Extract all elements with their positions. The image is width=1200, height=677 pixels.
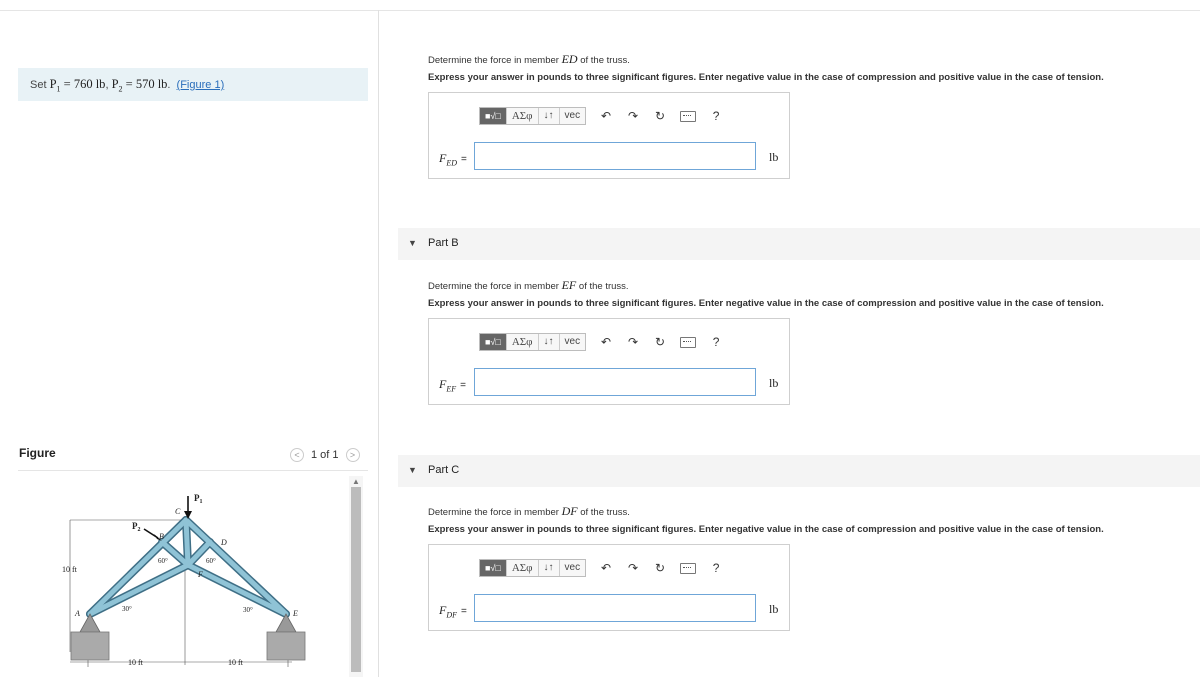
- vector-button[interactable]: vec: [560, 108, 586, 124]
- triangle-down-icon: ▼: [408, 238, 417, 248]
- partA-format-group: [479, 107, 586, 125]
- partC-title: Part C: [428, 464, 460, 476]
- partB-header[interactable]: [398, 228, 1200, 260]
- left-support-pin: [80, 614, 100, 632]
- label-F: F: [198, 570, 203, 579]
- vector-button[interactable]: vec: [560, 560, 586, 576]
- subscript-superscript-button[interactable]: ↓↑: [539, 334, 560, 350]
- partC-member: DF: [561, 504, 578, 518]
- partB-answer-input[interactable]: [474, 368, 756, 396]
- label-p2: $P_2$: [132, 521, 141, 533]
- given-p2: $P_2 = 570$ lb: [111, 77, 168, 94]
- given-p1: $P_1 = 760$ lb: [49, 77, 106, 94]
- prev-figure-button[interactable]: <: [290, 448, 304, 462]
- label-D: D: [221, 538, 227, 547]
- partC-question: Determine the force in member DF of the truss.: [428, 504, 630, 518]
- angle-30-left: 30°: [122, 605, 132, 613]
- member-AF-highlight: [90, 565, 188, 614]
- left-support-block: [71, 632, 109, 660]
- partA-toolbar: [479, 107, 723, 125]
- angle-30-right: 30°: [243, 606, 253, 614]
- angle-60-left: 60°: [158, 557, 168, 565]
- partB-toolbar: [479, 333, 723, 351]
- partA-answer-box: [428, 92, 790, 179]
- figure-title: Figure: [19, 446, 56, 460]
- reset-icon[interactable]: ↻: [655, 335, 666, 349]
- right-support-block: [267, 632, 305, 660]
- greek-symbols-button[interactable]: ΑΣφ: [507, 108, 539, 124]
- greek-symbols-button[interactable]: ΑΣφ: [507, 560, 539, 576]
- partC-answer-input[interactable]: [474, 594, 756, 622]
- undo-icon[interactable]: ↶: [601, 109, 612, 123]
- partB-question: Determine the force in member EF of the truss.: [428, 278, 629, 292]
- label-E: E: [293, 609, 298, 618]
- partC-variable: $F_{DF}$ =: [439, 603, 467, 620]
- partA-unit: lb: [769, 150, 779, 164]
- partB-variable: $F_{EF}$ =: [439, 377, 466, 394]
- help-button[interactable]: ?: [712, 561, 720, 575]
- partA-question: Determine the force in member ED of the truss.: [428, 52, 630, 66]
- templates-button[interactable]: ■√□: [480, 108, 507, 124]
- dim-height-label: 10 ft: [62, 565, 77, 574]
- figure-link[interactable]: (Figure 1): [176, 79, 225, 91]
- dim-span-left-label: 10 ft: [128, 658, 143, 667]
- templates-button[interactable]: ■√□: [480, 560, 507, 576]
- help-button[interactable]: ?: [712, 335, 720, 349]
- right-support: [267, 614, 305, 660]
- greek-symbols-button[interactable]: ΑΣφ: [507, 334, 539, 350]
- figure-page-count: 1 of 1: [311, 449, 339, 461]
- next-figure-button[interactable]: >: [346, 448, 360, 462]
- given-prefix: Set: [30, 79, 47, 91]
- reset-icon[interactable]: ↻: [655, 109, 666, 123]
- scroll-up-icon[interactable]: ▲: [352, 477, 360, 486]
- label-p1: $P_1$: [194, 493, 203, 505]
- partC-unit: lb: [769, 602, 779, 616]
- dim-span-right-label: 10 ft: [228, 658, 243, 667]
- undo-icon[interactable]: ↶: [601, 335, 612, 349]
- redo-icon[interactable]: ↷: [628, 335, 639, 349]
- label-A: A: [75, 609, 80, 618]
- templates-button[interactable]: ■√□: [480, 334, 507, 350]
- given-values: Set $P_1 = 760$ lb, $P_2 = 570$ lb. (Figure 1): [18, 68, 368, 101]
- triangle-down-icon: ▼: [408, 465, 417, 475]
- partB-title: Part B: [428, 237, 459, 249]
- panel-divider: [378, 10, 379, 677]
- help-button[interactable]: ?: [712, 109, 720, 123]
- partA-answer-input[interactable]: [474, 142, 756, 170]
- partC-header[interactable]: [398, 455, 1200, 487]
- left-support: [71, 614, 109, 660]
- subscript-superscript-button[interactable]: ↓↑: [539, 560, 560, 576]
- partC-answer-box: [428, 544, 790, 631]
- truss-figure: [60, 482, 320, 677]
- vector-button[interactable]: vec: [560, 334, 586, 350]
- partA-instruction: Express your answer in pounds to three significant figures. Enter negative value in the case of compression and positive value in the case of tension.: [428, 72, 1104, 83]
- keyboard-icon[interactable]: [680, 111, 696, 122]
- label-C: C: [175, 507, 181, 516]
- redo-icon[interactable]: ↷: [628, 109, 639, 123]
- partC-instruction: Express your answer in pounds to three significant figures. Enter negative value in the case of compression and positive value in the case of tension.: [428, 524, 1104, 535]
- partA-variable: $F_{ED}$ =: [439, 151, 467, 168]
- truss-member-highlights: [90, 520, 286, 614]
- label-B: B: [159, 532, 164, 541]
- figure-scroll-thumb[interactable]: [351, 487, 361, 672]
- redo-icon[interactable]: ↷: [628, 561, 639, 575]
- partC-format-group: [479, 559, 586, 577]
- partC-toolbar: [479, 559, 723, 577]
- angle-60-right: 60°: [206, 557, 216, 565]
- keyboard-icon[interactable]: [680, 337, 696, 348]
- partB-member: EF: [561, 278, 577, 292]
- member-AC-highlight: [90, 520, 186, 614]
- reset-icon[interactable]: ↻: [655, 561, 666, 575]
- keyboard-icon[interactable]: [680, 563, 696, 574]
- top-border: [0, 10, 1200, 11]
- subscript-superscript-button[interactable]: ↓↑: [539, 108, 560, 124]
- partB-format-group: [479, 333, 586, 351]
- member-CF-highlight: [186, 520, 188, 565]
- partA-member: ED: [561, 52, 578, 66]
- partB-instruction: Express your answer in pounds to three significant figures. Enter negative value in the case of compression and positive value in the case of tension.: [428, 298, 1104, 309]
- undo-icon[interactable]: ↶: [601, 561, 612, 575]
- partB-answer-box: [428, 318, 790, 405]
- member-CE-highlight: [186, 520, 286, 614]
- partB-unit: lb: [769, 376, 779, 390]
- figure-pager: [290, 448, 360, 462]
- figure-separator: [18, 470, 368, 471]
